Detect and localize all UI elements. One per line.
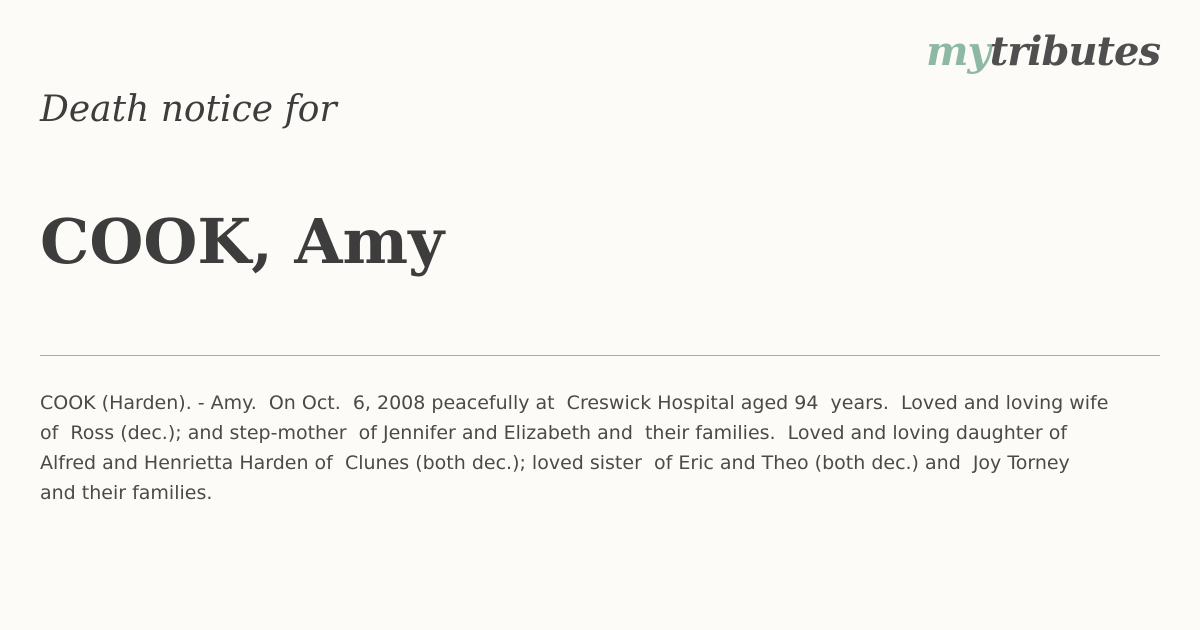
notice-body-text: COOK (Harden). - Amy. On Oct. 6, 2008 peacefully at Creswick Hospital aged 94 years. Loved and loving wife of Ross (dec.); and step-mother of Jennifer and Elizabeth and their families. Loved and loving daughter of Alfred and Henrietta Harden of Clunes (both dec.); loved sister of Eric and Theo (both dec.) and Joy Torney and their families.	[40, 392, 1115, 504]
death-notice-heading: Death notice for	[40, 89, 337, 130]
deceased-name: COOK, Amy	[40, 205, 445, 278]
divider	[40, 355, 1160, 356]
logo-tributes-text: tributes	[989, 28, 1160, 75]
logo-my-text: my	[926, 28, 990, 75]
mytributes-logo	[926, 28, 1160, 75]
